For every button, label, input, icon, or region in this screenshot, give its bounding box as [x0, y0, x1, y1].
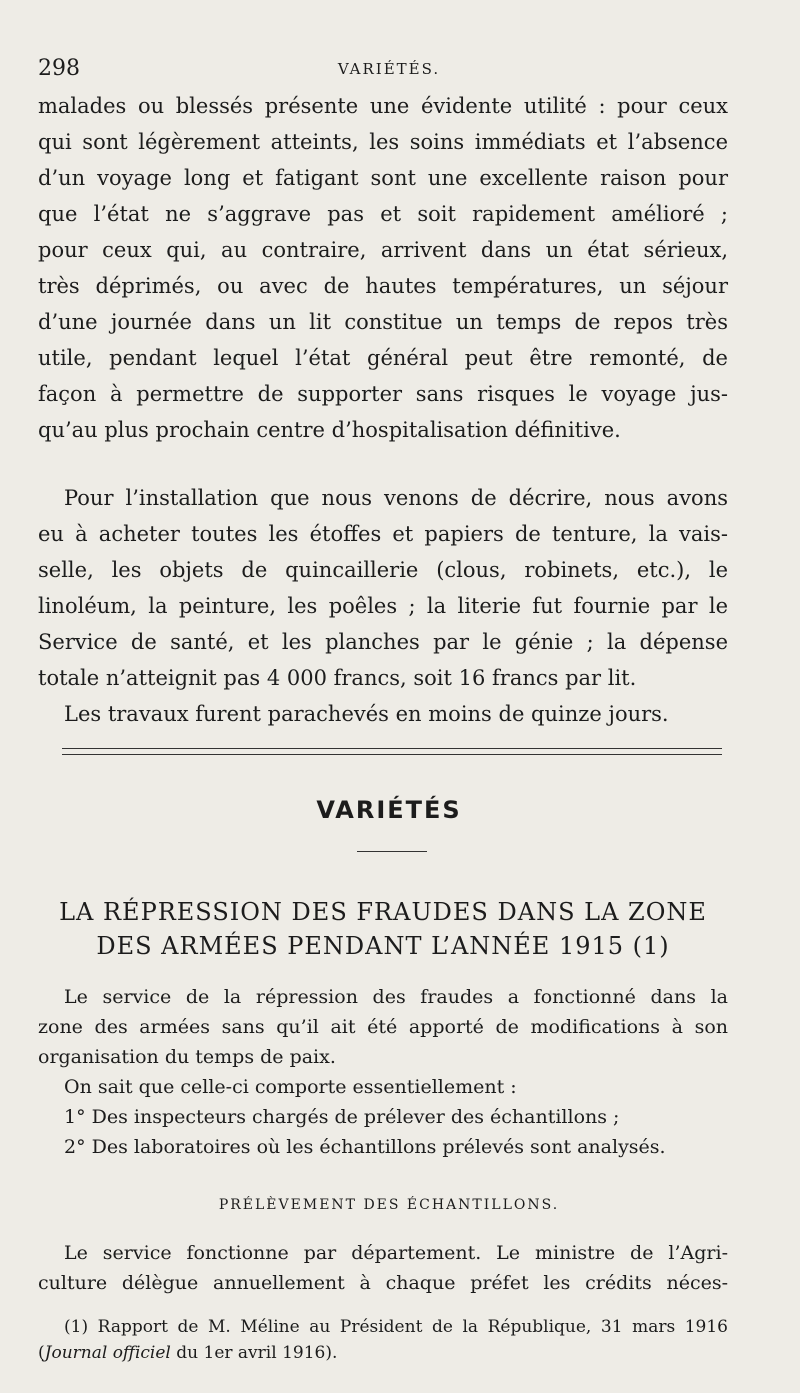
text-line: pour ceux qui, au contraire, arrivent dans un état sérieux,	[38, 238, 728, 262]
section-title: VARIÉTÉS	[316, 796, 462, 824]
paragraph-installation-cost	[38, 480, 728, 732]
text-line: selle, les objets de quincaillerie (clous, robinets, etc.), le	[38, 558, 728, 582]
text-line: organisation du temps de paix.	[38, 1046, 336, 1068]
footnote-line: (Journal officiel du 1er avril 1916).	[38, 1343, 338, 1363]
text-line: malades ou blessés présente une évidente utilité : pour ceux	[38, 94, 728, 118]
journal-name: Journal officiel	[44, 1343, 171, 1363]
double-rule-bottom	[62, 754, 722, 755]
running-title: VARIÉTÉS.	[337, 60, 441, 78]
footnote-line: (1) Rapport de M. Méline au Président de la République, 31 mars 1916	[64, 1317, 728, 1337]
footnote	[38, 1314, 728, 1366]
text-line: Les travaux furent parachevés en moins de quinze jours.	[64, 702, 669, 726]
text-line: que l’état ne s’aggrave pas et soit rapidement amélioré ;	[38, 202, 728, 226]
footnote-date: du 1er avril 1916).	[170, 1343, 338, 1363]
text-line: Le service de la répression des fraudes a fonctionné dans la	[64, 986, 728, 1008]
text-line: totale n’atteignit pas 4 000 francs, soit 16 francs par lit.	[38, 666, 637, 690]
paragraph-department-service	[38, 1238, 728, 1298]
short-divider	[357, 851, 427, 852]
text-line: 2° Des laboratoires où les échantillons prélevés sont analysés.	[64, 1136, 666, 1158]
text-line: Service de santé, et les planches par le génie ; la dépense	[38, 630, 728, 654]
text-line: zone des armées sans qu’il ait été apporté de modifications à son	[38, 1016, 728, 1038]
article-title-line: LA RÉPRESSION DES FRAUDES DANS LA ZONE	[59, 898, 707, 926]
text-line: qu’au plus prochain centre d’hospitalisation définitive.	[38, 418, 621, 442]
text-line: 1° Des inspecteurs chargés de prélever des échantillons ;	[64, 1106, 620, 1128]
text-line: Le service fonctionne par département. Le ministre de l’Agri-	[64, 1242, 728, 1264]
page-number: 298	[38, 56, 80, 81]
paragraph-fraud-service	[38, 982, 728, 1162]
text-line: culture délègue annuellement à chaque préfet les crédits néces-	[38, 1272, 728, 1294]
text-line: linoléum, la peinture, les poêles ; la literie fut fournie par le	[38, 594, 728, 618]
text-line: d’un voyage long et fatigant sont une excellente raison pour	[38, 166, 728, 190]
text-line: On sait que celle-ci comporte essentiellement :	[64, 1076, 517, 1098]
text-line: eu à acheter toutes les étoffes et papiers de tenture, la vais-	[38, 522, 728, 546]
running-header	[38, 56, 740, 84]
double-rule-top	[62, 748, 722, 749]
article-title-line: DES ARMÉES PENDANT L’ANNÉE 1915 (1)	[96, 932, 670, 960]
text-line: utile, pendant lequel l’état général peut être remonté, de	[38, 346, 728, 370]
text-line: façon à permettre de supporter sans risques le voyage jus-	[38, 382, 728, 406]
text-line: très déprimés, ou avec de hautes températures, un séjour	[38, 274, 728, 298]
subheading: PRÉLÈVEMENT DES ÉCHANTILLONS.	[218, 1197, 560, 1213]
article-title	[38, 895, 728, 963]
text-line: qui sont légèrement atteints, les soins immédiats et l’absence	[38, 130, 728, 154]
text-line: d’une journée dans un lit constitue un temps de repos très	[38, 310, 728, 334]
paragraph-hospital-stay	[38, 88, 728, 448]
text-line: Pour l’installation que nous venons de décrire, nous avons	[64, 486, 728, 510]
